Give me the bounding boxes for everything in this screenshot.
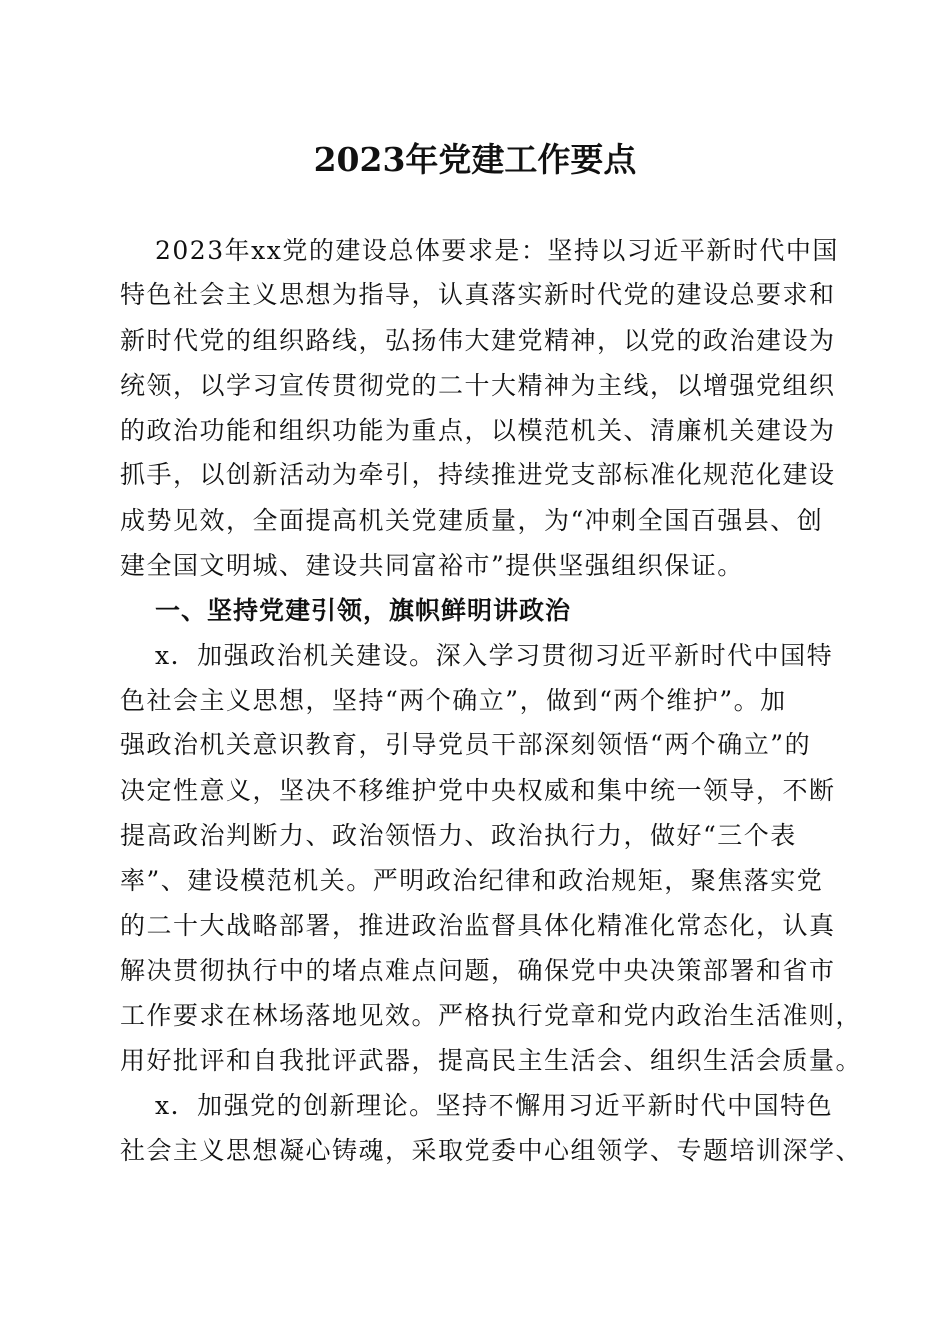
- paragraph-line: 新时代党的组织路线，弘扬伟大建党精神，以党的政治建设为: [120, 326, 836, 355]
- section-heading: 一、坚持党建引领，旗帜鲜明讲政治: [155, 596, 572, 625]
- document-title: 2023年党建工作要点: [313, 140, 637, 179]
- paragraph-line: 特色社会主义思想为指导，认真落实新时代党的建设总要求和: [120, 280, 836, 309]
- paragraph-line: 解决贯彻执行中的堵点难点问题，确保党中央决策部署和省市: [120, 956, 836, 985]
- paragraph-line: 建全国文明城、建设共同富裕市”提供坚强组织保证。: [120, 551, 744, 580]
- paragraph-line: 提高政治判断力、政治领悟力、政治执行力，做好“三个表: [120, 821, 797, 850]
- paragraph-line: 率”、建设模范机关。严明政治纪律和政治规矩，聚焦落实党: [120, 866, 824, 895]
- paragraph-line: 工作要求在林场落地见效。严格执行党章和党内政治生活准则，: [120, 1001, 863, 1030]
- paragraph-line: 抓手，以创新活动为牵引，持续推进党支部标准化规范化建设: [120, 460, 836, 489]
- paragraph-line: 的二十大战略部署，推进政治监督具体化精准化常态化，认真: [120, 911, 836, 940]
- paragraph-line: 色社会主义思想，坚持“两个确立”，做到“两个维护”。加: [120, 686, 787, 715]
- paragraph-line: 统领，以学习宣传贯彻党的二十大精神为主线，以增强党组织: [120, 371, 836, 400]
- paragraph-line: 2023年xx党的建设总体要求是：坚持以习近平新时代中国: [155, 236, 839, 265]
- paragraph-line: 社会主义思想凝心铸魂，采取党委中心组领学、专题培训深学、: [120, 1136, 863, 1165]
- paragraph-line: 用好批评和自我批评武器，提高民主生活会、组织生活会质量。: [120, 1046, 863, 1075]
- paragraph-line: 的政治功能和组织功能为重点，以模范机关、清廉机关建设为: [120, 416, 836, 445]
- paragraph-line: x．加强党的创新理论。坚持不懈用习近平新时代中国特色: [155, 1091, 834, 1120]
- paragraph-line: 强政治机关意识教育，引导党员干部深刻领悟“两个确立”的: [120, 730, 812, 759]
- paragraph-line: 成势见效，全面提高机关党建质量，为“冲刺全国百强县、创: [120, 506, 824, 535]
- paragraph-line: x．加强政治机关建设。深入学习贯彻习近平新时代中国特: [155, 641, 834, 670]
- paragraph-line: 决定性意义，坚决不移维护党中央权威和集中统一领导，不断: [120, 776, 836, 805]
